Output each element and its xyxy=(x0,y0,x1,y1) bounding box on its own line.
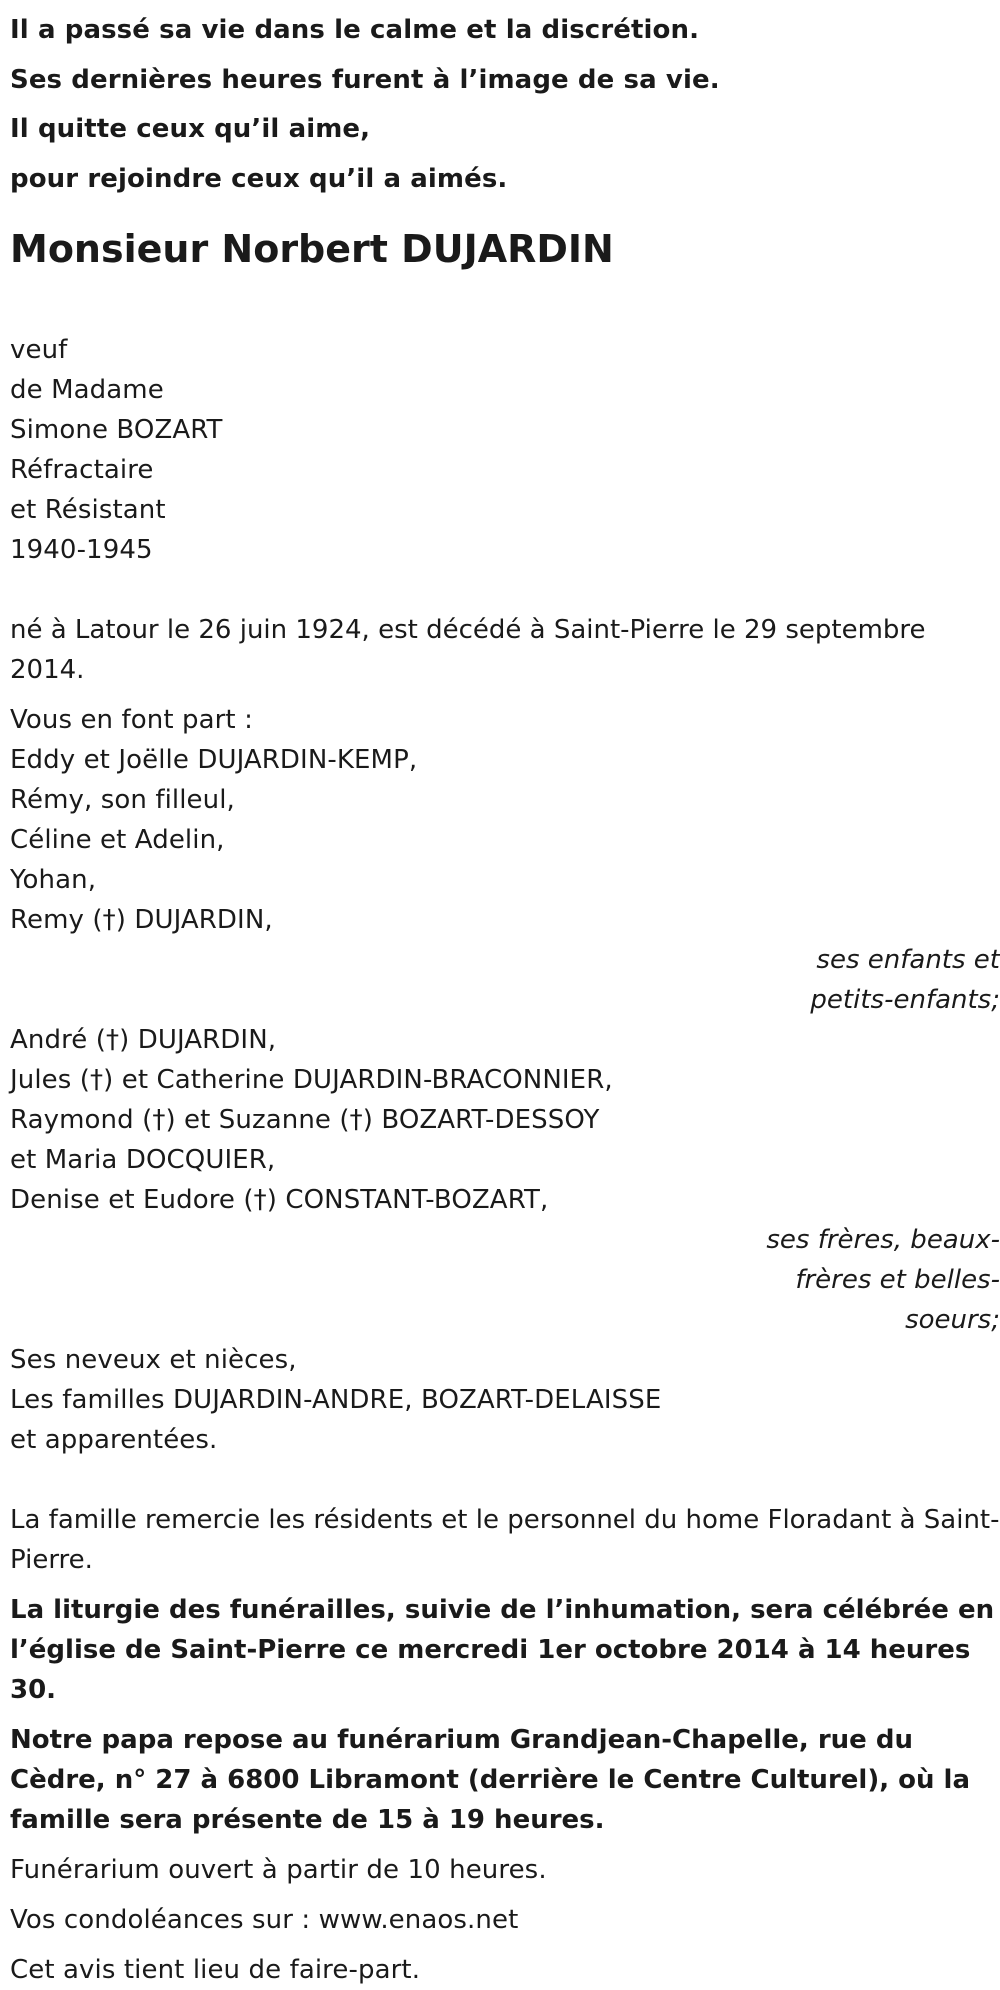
others-list xyxy=(10,1340,990,1460)
siblings-list xyxy=(10,1020,990,1220)
relation-note-line: ses frères, beaux- xyxy=(766,1225,1000,1255)
family-line: Céline et Adelin, xyxy=(10,825,225,855)
detail-line: Réfractaire xyxy=(10,455,154,485)
children-relation-note xyxy=(10,940,1000,1020)
closing-line: Funérarium ouvert à partir de 10 heures. xyxy=(10,1855,547,1885)
children-list xyxy=(10,740,990,940)
liturgy-text: La liturgie des funérailles, suivie de l’inhumation, sera célébrée en l’église de Saint-Pierre ce mercredi 1er octobre 2014 à 14 heures 30. xyxy=(10,1595,995,1705)
intro-line: pour rejoindre ceux qu’il a aimés. xyxy=(10,163,508,194)
relation-note-line: petits-enfants; xyxy=(810,985,1000,1015)
relation-note-line: ses enfants et xyxy=(816,945,1000,975)
relation-note-line: frères et belles- xyxy=(795,1265,1000,1295)
birth-death-text: né à Latour le 26 juin 1924, est décédé à Saint-Pierre le 29 septembre 2014. xyxy=(10,615,926,685)
detail-line: veuf xyxy=(10,335,68,365)
condolences-line: Vos condoléances sur : www.enaos.net xyxy=(10,1905,519,1935)
deceased-name: Monsieur Norbert DUJARDIN xyxy=(10,227,614,271)
family-line: Jules (†) et Catherine DUJARDIN-BRACONNIER, xyxy=(10,1065,613,1095)
intro-line: Il a passé sa vie dans le calme et la discrétion. xyxy=(10,15,700,45)
family-line: Ses neveux et nièces, xyxy=(10,1345,297,1375)
intro-line: Il quitte ceux qu’il aime, xyxy=(10,114,371,144)
detail-line: Simone BOZART xyxy=(10,415,223,445)
family-line: et apparentées. xyxy=(10,1425,218,1455)
family-line: Rémy, son filleul, xyxy=(10,785,235,815)
family-line: Eddy et Joëlle DUJARDIN-KEMP, xyxy=(10,745,418,775)
closing-line: Cet avis tient lieu de faire-part. xyxy=(10,1955,421,1985)
announce-text: Vous en font part : xyxy=(10,705,253,735)
family-line: Denise et Eudore (†) CONSTANT-BOZART, xyxy=(10,1185,549,1215)
family-line: Remy (†) DUJARDIN, xyxy=(10,905,273,935)
family-line: Les familles DUJARDIN-ANDRE, BOZART-DELAISSE xyxy=(10,1385,662,1415)
relation-note-line: soeurs; xyxy=(905,1305,1000,1335)
family-line: Raymond (†) et Suzanne (†) BOZART-DESSOY xyxy=(10,1105,600,1135)
family-line: André (†) DUJARDIN, xyxy=(10,1025,277,1055)
intro-line: Ses dernières heures furent à l’image de sa vie. xyxy=(10,64,720,95)
detail-line: de Madame xyxy=(10,375,164,405)
family-line: Yohan, xyxy=(10,865,97,895)
repose-text: Notre papa repose au funérarium Grandjean-Chapelle, rue du Cèdre, n° 27 à 6800 Libramont (derrière le Centre Culturel), où la famille sera présente de 15 à 19 heures. xyxy=(10,1725,971,1835)
siblings-relation-note xyxy=(10,1220,1000,1340)
detail-line: et Résistant xyxy=(10,495,166,525)
details-block xyxy=(10,330,990,570)
thanks-text: La famille remercie les résidents et le personnel du home Floradant à Saint-Pierre. xyxy=(10,1505,1000,1575)
detail-line: 1940-1945 xyxy=(10,535,153,565)
family-line: et Maria DOCQUIER, xyxy=(10,1145,276,1175)
intro-verse xyxy=(10,6,990,204)
